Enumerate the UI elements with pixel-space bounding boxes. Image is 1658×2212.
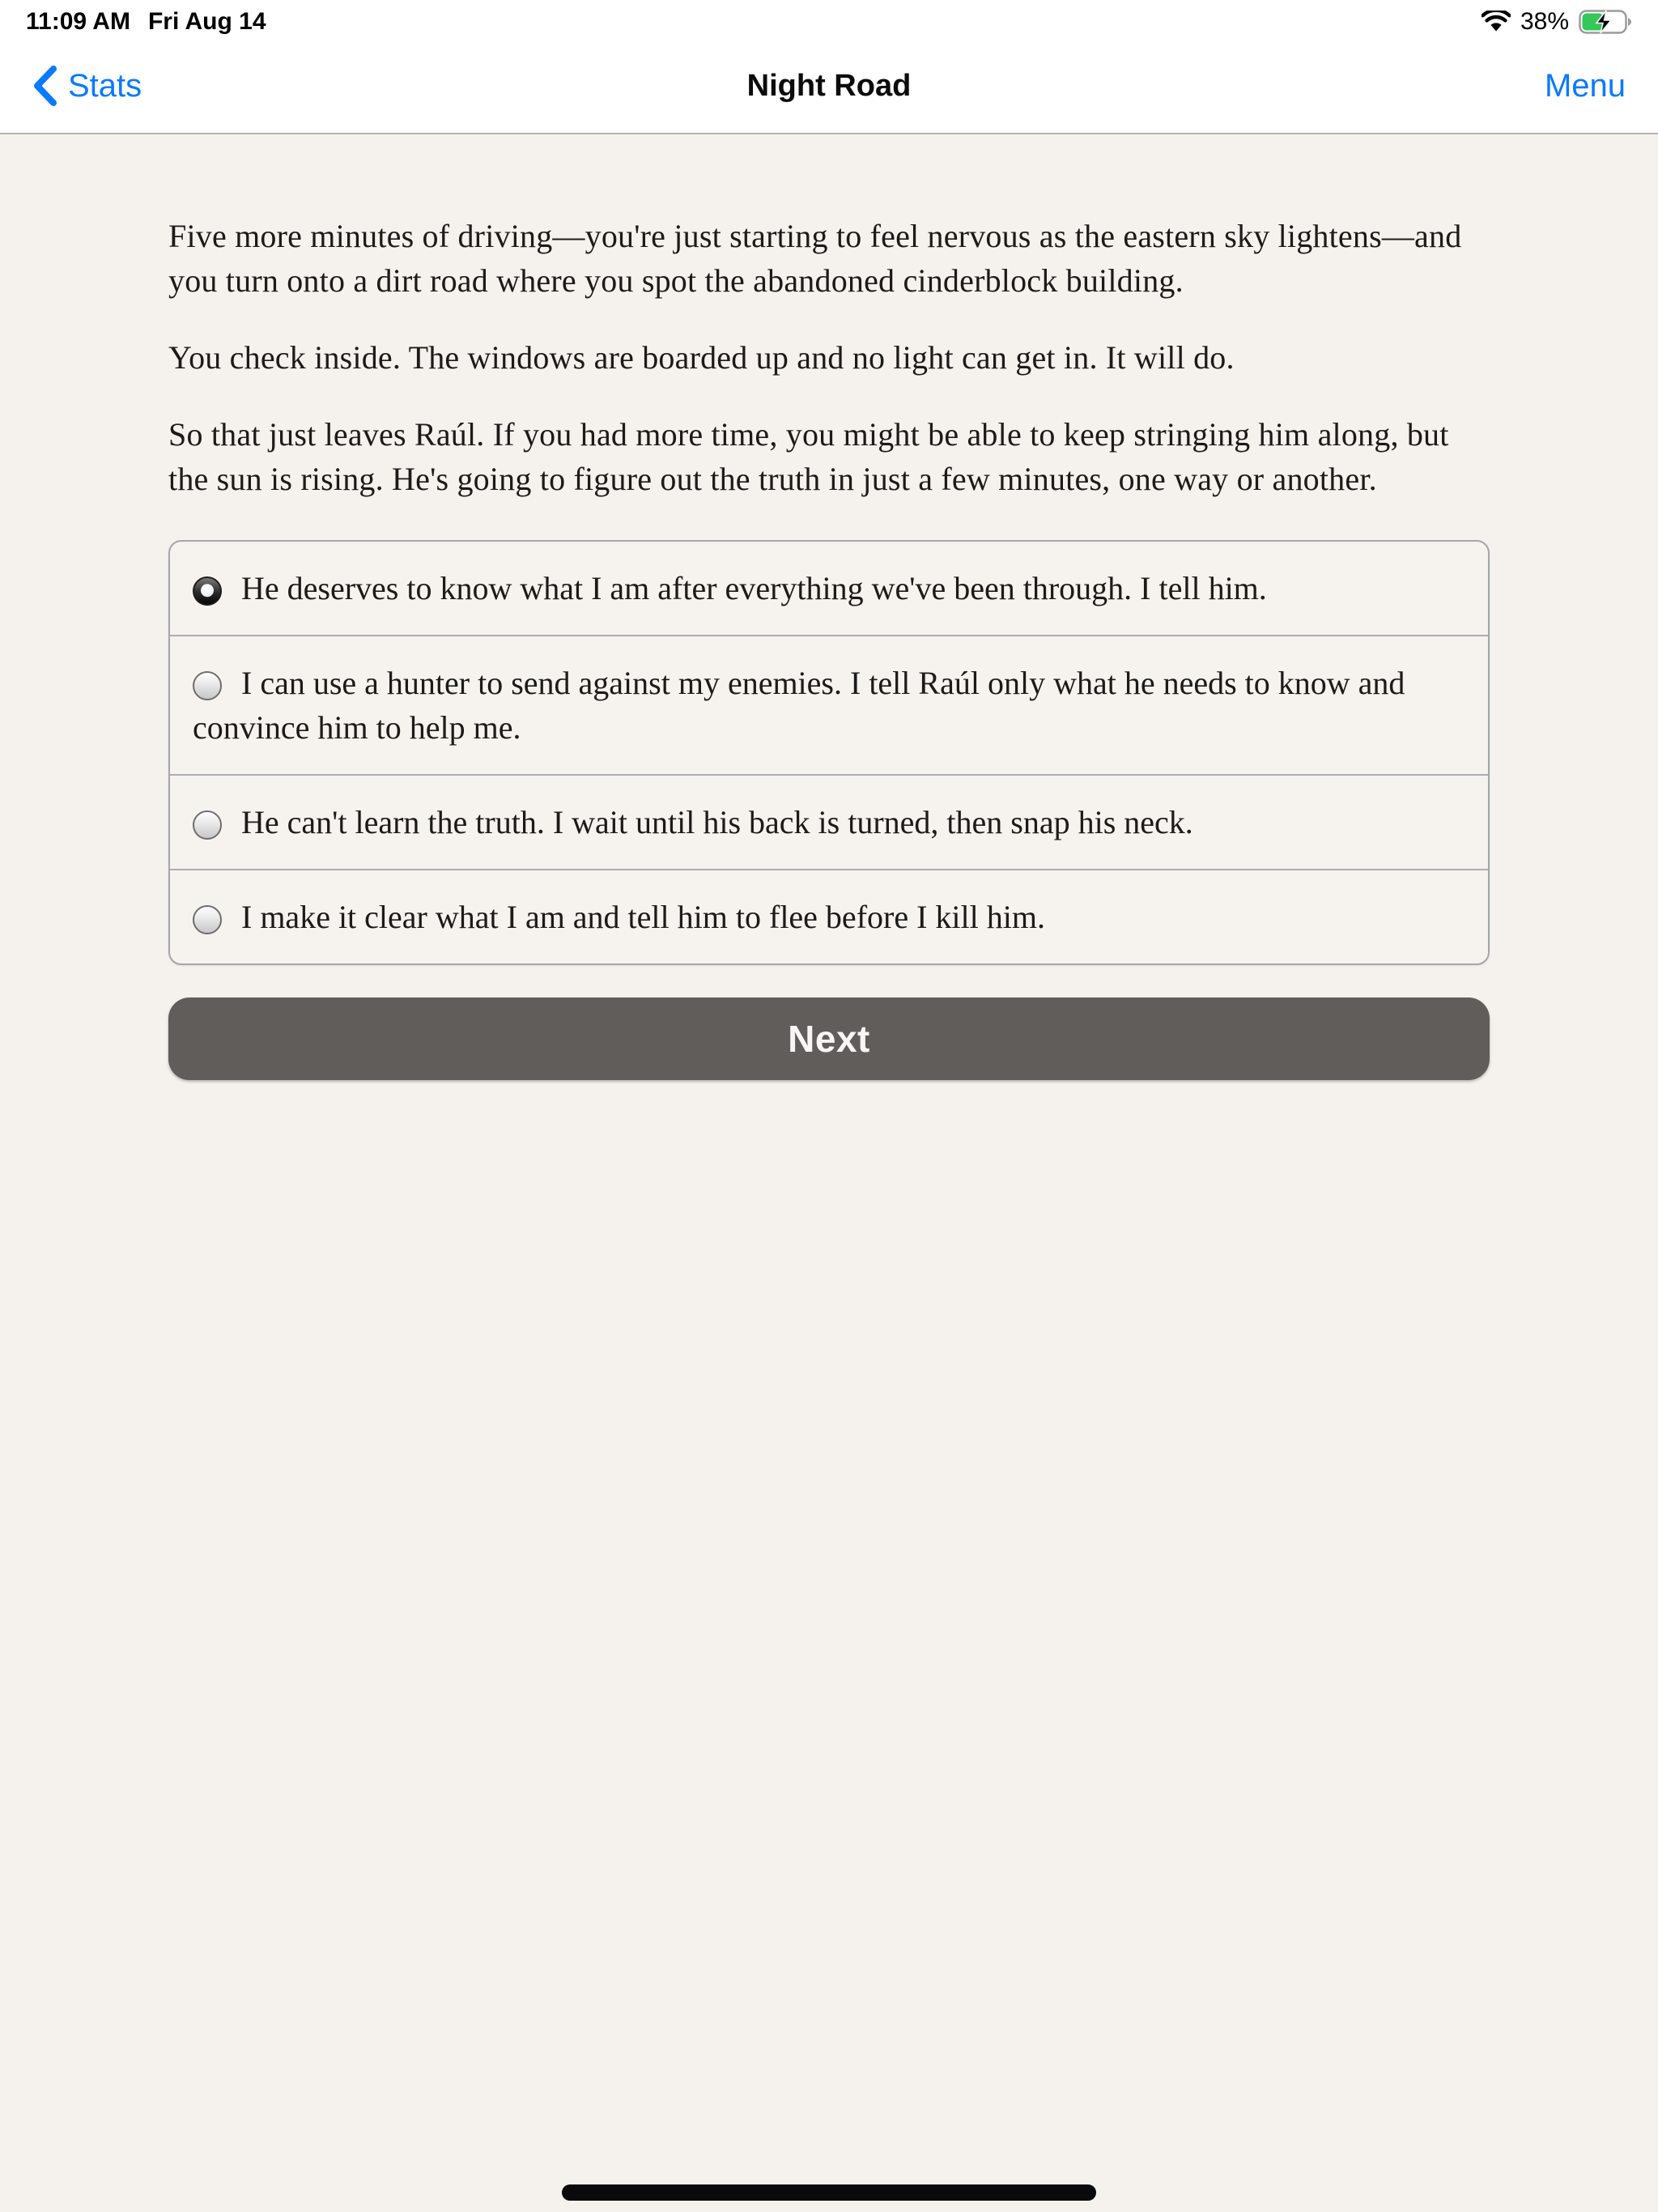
menu-button[interactable]: Menu [1544, 67, 1626, 104]
story-content [0, 136, 1658, 1080]
story-paragraph: Five more minutes of driving—you're just starting to feel nervous as the eastern sky lightens—and you turn onto a dirt road where you spot the abandoned cinderblock building. [168, 218, 1462, 299]
next-button[interactable]: Next [168, 998, 1490, 1080]
choice-option-4[interactable] [170, 869, 1488, 963]
status-time-date [26, 8, 266, 36]
battery-charging-icon [1579, 10, 1632, 34]
story-paragraph: So that just leaves Raúl. If you had more time, you might be able to keep stringing him along, but the sun is rising. He's going to figure out the truth in just a few minutes, one way or another. [168, 416, 1449, 497]
radio-button-icon[interactable] [193, 905, 222, 934]
page-title: Night Road [746, 68, 912, 103]
home-indicator[interactable] [562, 2184, 1096, 2201]
radio-button-selected-icon[interactable] [193, 576, 222, 606]
chevron-left-icon [32, 66, 57, 106]
battery-percent: 38% [1520, 8, 1569, 35]
choice-group [168, 540, 1490, 965]
choice-label: He deserves to know what I am after everything we've been through. I tell him. [241, 570, 1267, 606]
choice-option-2[interactable] [170, 635, 1488, 774]
radio-button-icon[interactable] [193, 810, 222, 840]
story-paragraph: You check inside. The windows are boarded up and no light can get in. It will do. [168, 339, 1235, 376]
choice-label: He can't learn the truth. I wait until his back is turned, then snap his neck. [241, 804, 1193, 840]
navigation-bar [0, 39, 1658, 134]
choice-option-1[interactable] [170, 542, 1488, 635]
status-bar [0, 0, 1658, 39]
choice-label: I can use a hunter to send against my enemies. I tell Raúl only what he needs to know and convince him to help me. [193, 665, 1405, 746]
choice-label: I make it clear what I am and tell him to flee before I kill him. [241, 899, 1045, 935]
status-indicators [1482, 8, 1632, 36]
status-date: Fri Aug 14 [147, 8, 266, 35]
back-button[interactable] [32, 66, 142, 106]
wifi-icon [1482, 11, 1511, 33]
status-time: 11:09 AM [26, 8, 130, 35]
back-button-label: Stats [68, 67, 142, 104]
radio-button-icon[interactable] [193, 671, 222, 700]
choice-option-3[interactable] [170, 774, 1488, 869]
